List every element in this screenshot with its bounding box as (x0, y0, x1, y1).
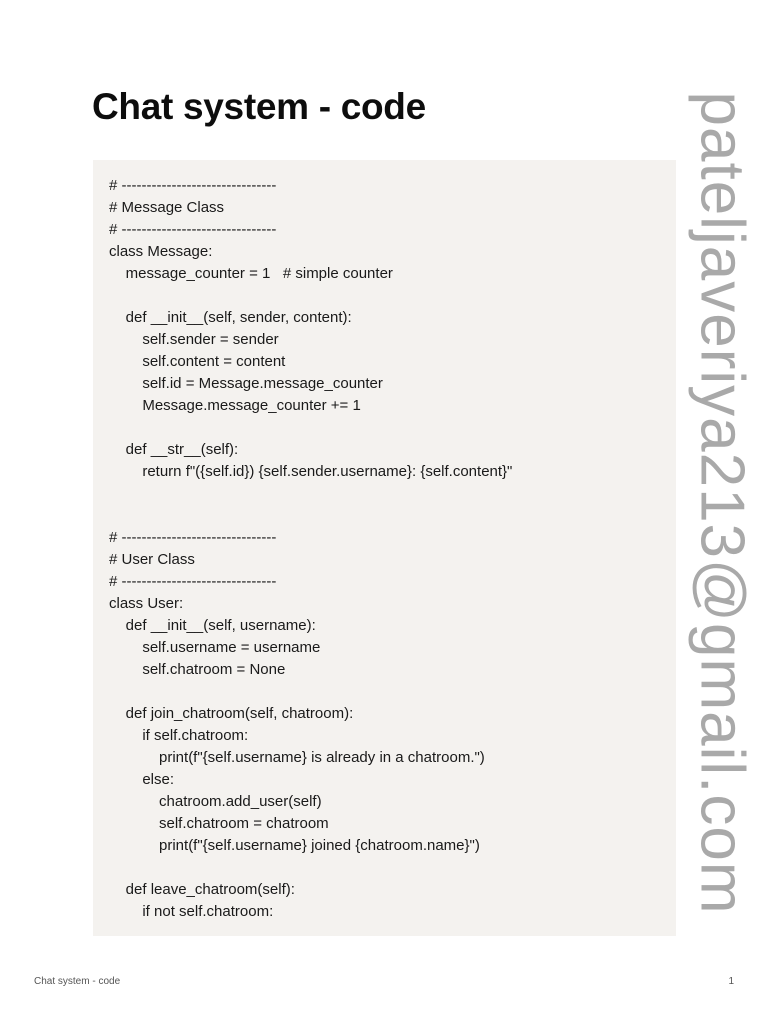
code-line (109, 285, 512, 307)
code-line: message_counter = 1 # simple counter (109, 265, 393, 282)
code-line: print(f"{self.username} joined {chatroom.name}") (109, 837, 480, 854)
code-line (109, 417, 512, 439)
code-line (109, 681, 512, 703)
code-line: # ------------------------------- (109, 529, 277, 546)
code-line: # ------------------------------- (109, 221, 277, 238)
code-line: def join_chatroom(self, chatroom): (109, 705, 354, 722)
code-line: else: (109, 771, 175, 788)
code-line: if self.chatroom: (109, 727, 249, 744)
code-line: def leave_chatroom(self): (109, 881, 295, 898)
code-line (109, 857, 512, 879)
code-line: # ------------------------------- (109, 573, 277, 590)
email-watermark: pateljaveriya213@gmail.com (687, 91, 757, 915)
code-block (93, 160, 676, 936)
code-line: if not self.chatroom: (109, 903, 274, 920)
code-line: self.content = content (109, 353, 286, 370)
code-line (109, 505, 512, 527)
page-title: Chat system - code (92, 86, 426, 127)
code-line: def __str__(self): (109, 441, 239, 458)
code-line: chatroom.add_user(self) (109, 793, 322, 810)
code-line: # ------------------------------- (109, 177, 277, 194)
code-line: # User Class (109, 551, 195, 568)
code-line: class Message: (109, 243, 213, 260)
code-line: # Message Class (109, 199, 225, 216)
code-line: self.id = Message.message_counter (109, 375, 383, 392)
code-line (109, 483, 512, 505)
code-line: self.sender = sender (109, 331, 279, 348)
page-number: 1 (728, 976, 734, 987)
code-line: Message.message_counter += 1 (109, 397, 361, 414)
code-line: class User: (109, 595, 184, 612)
footer-title: Chat system - code (34, 976, 121, 987)
code-line: self.username = username (109, 639, 321, 656)
code-line: def __init__(self, sender, content): (109, 309, 352, 326)
code-line: self.chatroom = chatroom (109, 815, 329, 832)
code-line: print(f"{self.username} is already in a chatroom.") (109, 749, 485, 766)
code-line: def __init__(self, username): (109, 617, 316, 634)
code-line: return f"({self.id}) {self.sender.username}: {self.content}" (109, 463, 513, 480)
code-lines (109, 175, 512, 923)
code-line: self.chatroom = None (109, 661, 286, 678)
